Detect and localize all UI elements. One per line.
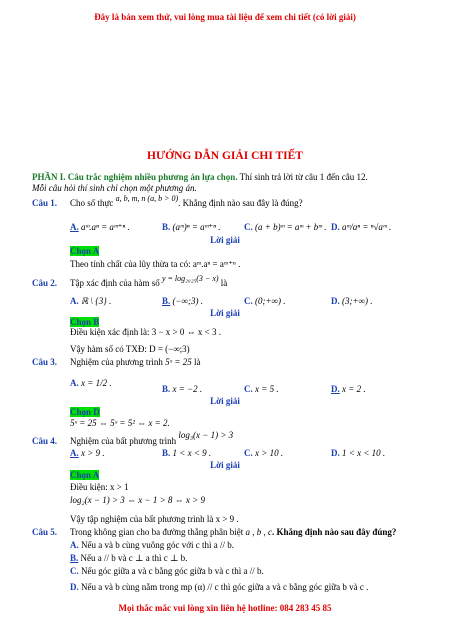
option-text: (a + b)ᵐ = aᵐ + bᵐ .: [255, 222, 327, 232]
option-text: Nếu góc giữa a và c bằng góc giữa b và c thì a // b.: [81, 566, 264, 576]
option-letter: C.: [244, 222, 253, 232]
question-4-solution-label: Lời giải: [210, 460, 240, 470]
question-3-solution-label: Lời giải: [210, 396, 240, 406]
option-text: x = 1/2 .: [81, 378, 112, 388]
option-letter: C.: [244, 384, 253, 394]
question-4-option-a[interactable]: [70, 448, 105, 458]
option-text: (3;+∞) .: [342, 296, 373, 306]
question-4-stem-text: Nghiệm của bất phương trình: [70, 436, 177, 446]
question-5-option-b[interactable]: [70, 553, 187, 564]
question-3-stem-math: 5ˣ = 25: [165, 357, 192, 367]
option-letter: C.: [70, 566, 79, 576]
question-2-stem-text: Tập xác định của hàm số: [70, 278, 160, 288]
question-1-solution-label: Lời giải: [210, 235, 240, 245]
part-note: Mỗi câu hỏi thí sinh chỉ chọn một phương án.: [32, 183, 197, 193]
option-letter: B.: [162, 222, 171, 232]
part-heading-line: [32, 172, 368, 182]
question-3-label: Câu 3.: [32, 357, 58, 367]
answer-badge: Chọn D: [70, 407, 100, 417]
question-5-stem-math: a , b , c: [245, 527, 273, 537]
question-1-option-c[interactable]: [244, 222, 326, 232]
question-3-option-d[interactable]: [331, 384, 366, 394]
option-text: x = 5 .: [255, 384, 279, 394]
question-2-solution-line-2: Vậy hàm số có TXĐ: D = (−∞;3): [70, 344, 190, 354]
footer-notice: Mọi thắc mắc vui lòng xin liên hệ hotline: 084 283 45 85: [118, 603, 332, 613]
option-letter: D.: [331, 448, 340, 458]
option-text: ℝ \ {3} .: [81, 296, 112, 306]
question-3-option-c[interactable]: [244, 384, 279, 394]
question-4-stem-math: log₃(x − 1) > 3: [178, 430, 234, 440]
option-letter: D.: [331, 384, 340, 394]
question-3-stem-tail: là: [194, 357, 201, 367]
question-2-solution-line-1: Điều kiện xác định là: 3 − x > 0 ⇔ x < 3 .: [70, 327, 221, 337]
answer-badge: Chọn B: [70, 317, 100, 327]
question-2-label: Câu 2.: [32, 278, 58, 288]
part-instruction: Thí sinh trả lời từ câu 1 đến câu 12.: [237, 172, 368, 182]
question-2-option-c[interactable]: [244, 296, 285, 306]
option-text: Nếu a và b cùng nằm trong mp (α) // c thì góc giữa a và c bằng góc giữa b và c .: [81, 582, 369, 592]
option-text: (−∞;3) .: [172, 296, 203, 306]
option-letter: A.: [70, 222, 79, 232]
option-letter: A.: [70, 540, 79, 550]
question-3-stem-text: Nghiệm của phương trình: [70, 357, 163, 367]
question-2-answer: [70, 317, 99, 327]
option-text: 1 < x < 9 .: [172, 448, 212, 458]
question-2-stem-tail: là: [220, 278, 228, 288]
option-letter: A.: [70, 378, 79, 388]
question-5-option-a[interactable]: [70, 540, 234, 550]
header-notice: Đây là bản xem thử, vui lòng mua tài liệu để xem chi tiết (có lời giải): [94, 12, 356, 22]
question-5-option-d[interactable]: [70, 582, 368, 592]
option-letter: B.: [162, 448, 171, 458]
question-5-option-c[interactable]: [70, 566, 264, 576]
question-4-answer: [70, 470, 99, 480]
option-text: Nếu a và b cùng vuông góc với c thì a // b.: [81, 540, 234, 550]
question-1-label: Câu 1.: [32, 198, 58, 208]
option-text: (0;+∞) .: [255, 296, 286, 306]
option-letter: D.: [70, 582, 79, 592]
question-3-solution-line-1: 5ˣ = 25 ⇔ 5ˣ = 5² ⇔ x = 2.: [70, 418, 170, 428]
question-4-solution-line-1: Điều kiện: x > 1: [70, 482, 129, 492]
question-1-stem-math: a, b, m, n (a, b > 0): [115, 194, 179, 203]
option-letter: B.: [162, 384, 171, 394]
question-2-solution-label: Lời giải: [210, 308, 240, 318]
option-text: x = −2 .: [172, 384, 203, 394]
option-letter: B.: [162, 296, 171, 306]
question-2-option-a[interactable]: [70, 296, 111, 307]
question-1-solution-line-1: Theo tính chất của lũy thừa ta có: aᵐ.aⁿ = aᵐ⁺ⁿ .: [70, 259, 241, 269]
question-2-option-b[interactable]: [162, 296, 203, 306]
option-letter: C.: [244, 448, 253, 458]
question-4-option-d[interactable]: [331, 448, 385, 458]
question-4-option-b[interactable]: [162, 448, 211, 458]
question-1-answer: [70, 246, 99, 256]
option-letter: A.: [70, 448, 79, 458]
question-2-stem: [70, 274, 228, 288]
question-3-option-a[interactable]: [70, 378, 112, 388]
option-letter: D.: [331, 222, 340, 232]
question-4-solution-line-2: log₂(x − 1) > 3 ⇔ x − 1 > 8 ⇔ x > 9: [70, 495, 205, 505]
question-3-stem: [70, 357, 201, 367]
answer-badge: Chọn A: [70, 246, 100, 256]
question-4-label: Câu 4.: [32, 436, 58, 446]
question-1-option-a[interactable]: [70, 222, 130, 233]
option-letter: A.: [70, 296, 79, 306]
option-text: aᵐ.aⁿ = aᵐ⁺ⁿ .: [81, 222, 130, 232]
question-5-stem: [70, 527, 396, 537]
option-text: 1 < x < 10 .: [342, 448, 386, 458]
question-3-answer: [70, 407, 100, 417]
question-4-option-c[interactable]: [244, 448, 283, 458]
option-letter: C.: [244, 296, 253, 306]
doc-title: HƯỚNG DẪN GIẢI CHI TIẾT: [147, 150, 303, 162]
question-1-stem: [70, 194, 303, 208]
answer-badge: Chọn A: [70, 470, 100, 480]
part-heading: PHẦN I. Câu trắc nghiệm nhiều phương án lựa chọn.: [32, 172, 238, 182]
question-1-option-b[interactable]: [162, 222, 221, 233]
question-2-stem-math: y = log₂₀₂₅(3 − x): [161, 274, 219, 283]
question-4-solution-line-3: Vậy tập nghiệm của bất phương trình là x > 9 .: [70, 514, 239, 524]
question-5-stem-text: Trong không gian cho ba đường thẳng phân biệt: [70, 527, 244, 537]
option-text: x = 2 .: [342, 384, 366, 394]
question-5-stem-tail: . Khẳng định nào sau đây đúng?: [272, 527, 397, 537]
option-text: Nếu a // b và c ⊥ a thì c ⊥ b.: [80, 553, 188, 563]
question-1-option-d[interactable]: [331, 222, 391, 232]
option-letter: B.: [70, 553, 79, 563]
option-text: x > 10 .: [255, 448, 284, 458]
question-3-option-b[interactable]: [162, 384, 202, 394]
question-5-label: Câu 5.: [32, 527, 58, 537]
option-text: aᵐ/aⁿ = ⁿ√aᵐ .: [342, 222, 392, 232]
option-text: x > 9 .: [81, 448, 105, 458]
question-1-stem-text: Cho số thực: [70, 198, 114, 208]
question-2-option-d[interactable]: [331, 296, 372, 306]
question-4-stem: [70, 430, 234, 446]
option-text: (aᵐ)ⁿ = aᵐ⁺ⁿ .: [172, 222, 221, 232]
option-letter: D.: [331, 296, 340, 306]
question-1-stem-tail: . Khẳng định nào sau đây là đúng?: [178, 198, 303, 208]
